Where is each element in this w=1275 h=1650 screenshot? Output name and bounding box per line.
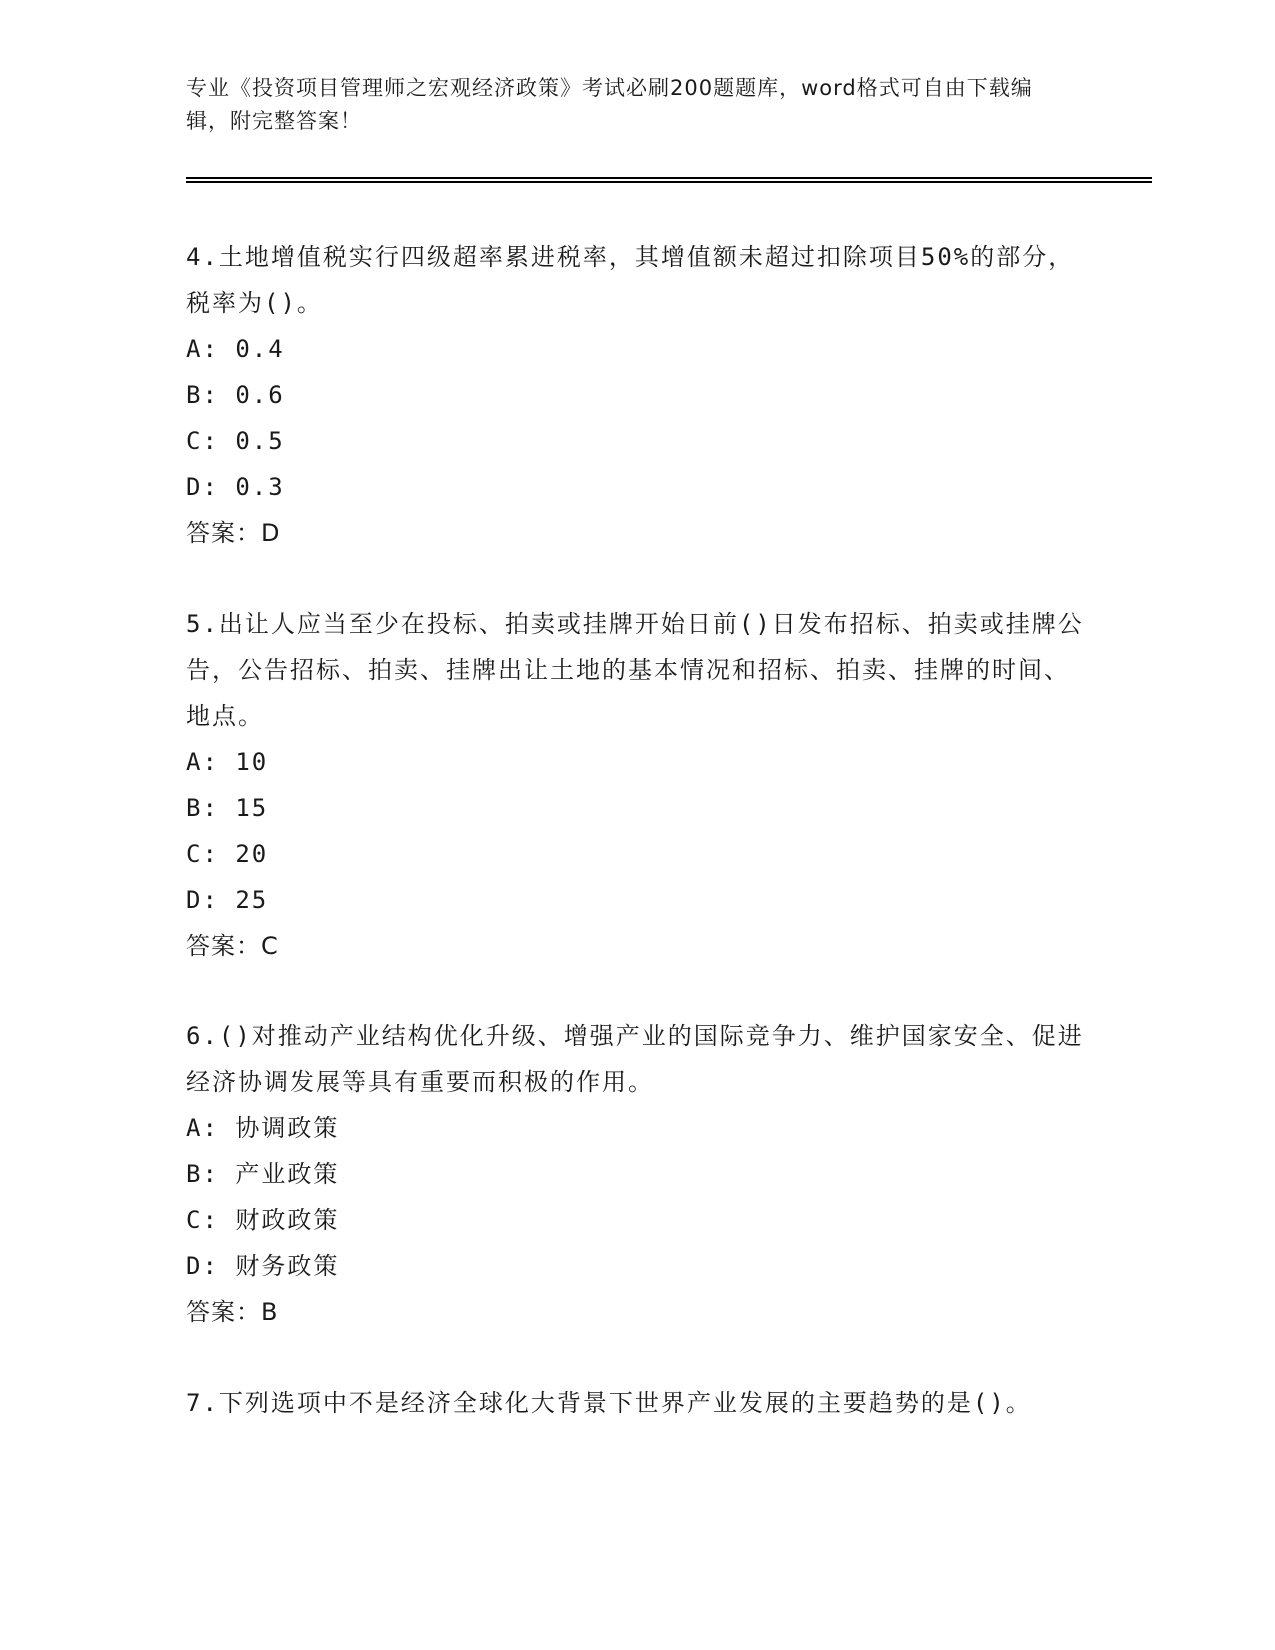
header-divider-bottom	[186, 181, 1152, 183]
question-text: 7.下列选项中不是经济全球化大背景下世界产业发展的主要趋势的是()。	[186, 1389, 1032, 1417]
header-divider-top	[186, 177, 1152, 179]
option-a: A: 0.4	[186, 335, 285, 363]
option-d: D: 0.3	[186, 473, 285, 501]
option-b: B: 0.6	[186, 381, 285, 409]
option-b: B: 产业政策	[186, 1160, 340, 1188]
option-d: D: 25	[186, 886, 269, 914]
answer: 答案：C	[186, 932, 279, 960]
answer: 答案：D	[186, 519, 281, 547]
question-5	[186, 601, 1086, 969]
question-4	[186, 234, 1086, 556]
option-a: A: 协调政策	[186, 1114, 340, 1142]
option-c: C: 财政政策	[186, 1206, 340, 1234]
question-text: 5.出让人应当至少在投标、拍卖或挂牌开始日前()日发布招标、拍卖或挂牌公告，公告招标、拍卖、挂牌出让土地的基本情况和招标、拍卖、挂牌的时间、地点。	[186, 610, 1084, 730]
option-c: C: 0.5	[186, 427, 285, 455]
document-header: 专业《投资项目管理师之宏观经济政策》考试必刷200题题库，word格式可自由下载编辑，附完整答案！	[186, 76, 1033, 133]
question-6	[186, 1013, 1086, 1335]
option-c: C: 20	[186, 840, 269, 868]
question-text: 4.土地增值税实行四级超率累进税率，其增值额未超过扣除项目50%的部分，税率为()。	[186, 243, 1075, 317]
option-b: B: 15	[186, 794, 269, 822]
answer: 答案：B	[186, 1298, 279, 1326]
option-a: A: 10	[186, 748, 269, 776]
option-d: D: 财务政策	[186, 1252, 340, 1280]
question-text: 6.()对推动产业结构优化升级、增强产业的国际竞争力、维护国家安全、促进经济协调发展等具有重要而积极的作用。	[186, 1022, 1084, 1096]
question-7	[186, 1380, 1086, 1426]
